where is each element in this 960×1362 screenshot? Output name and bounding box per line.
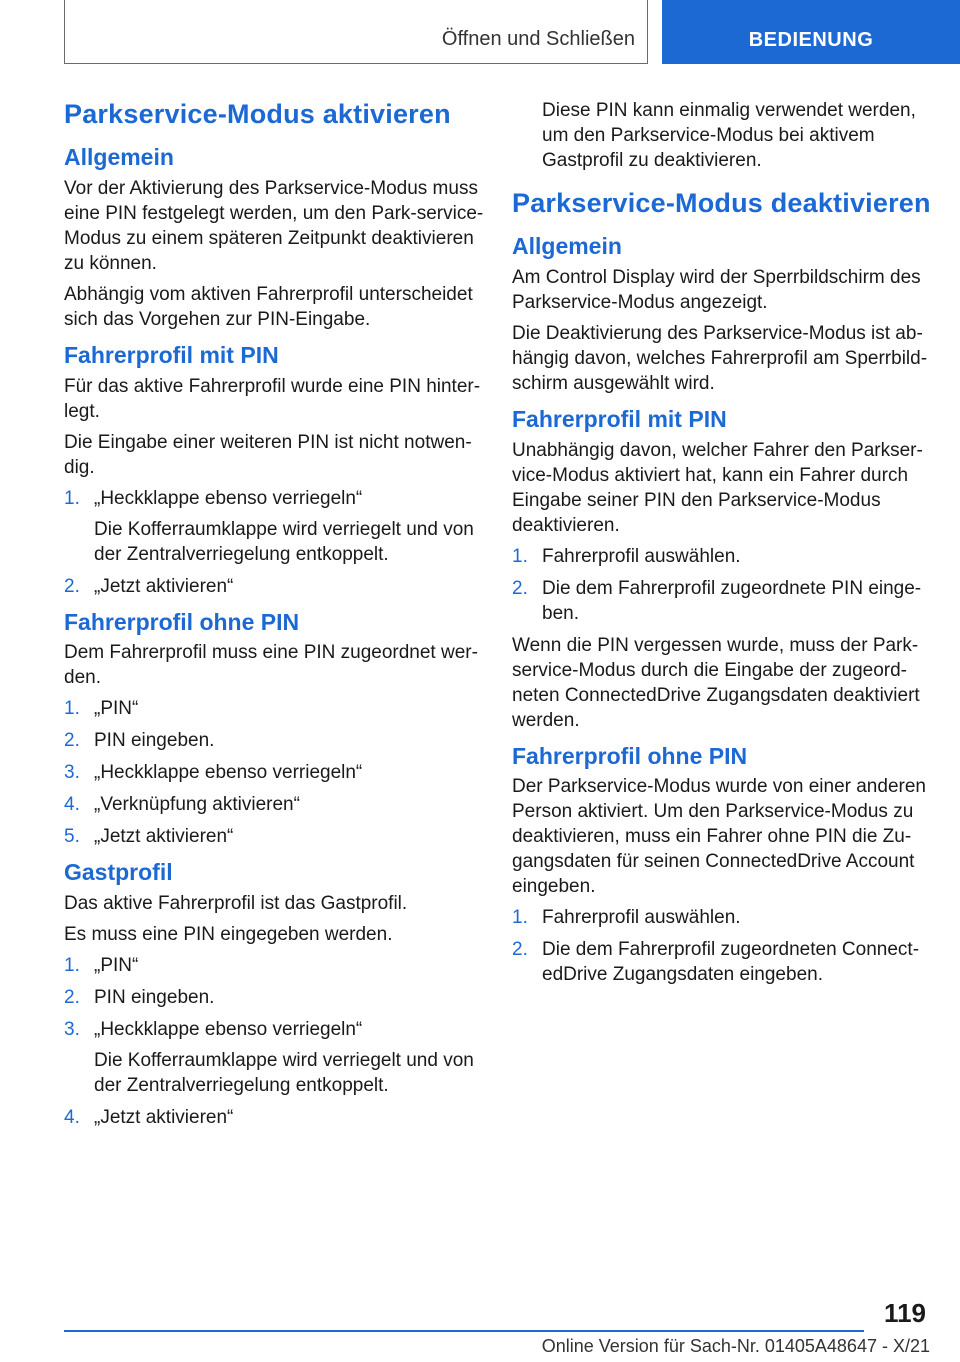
step-result: Die Kofferraumklappe wird verriegelt und von der Zentralverriegelung entkoppelt. (94, 1049, 474, 1096)
step-number: 5. (64, 826, 80, 848)
right-column (512, 98, 932, 994)
step-text: PIN eingeben. (94, 730, 215, 752)
list-item (512, 937, 932, 987)
heading-allgemein-deactivate: Allgemein (512, 233, 622, 260)
left-column (64, 98, 484, 1137)
step-text: Die dem Fahrerprofil zugeordneten Connect-edDrive Zugangsdaten eingeben. (542, 939, 920, 986)
list-item (64, 824, 484, 849)
step-text: „Verknüpfung aktivieren“ (94, 794, 300, 816)
step-number: 2. (512, 939, 528, 961)
step-result: Die Kofferraumklappe wird verriegelt und von der Zentralverriegelung entkoppelt. (94, 518, 474, 565)
footer-divider (64, 1330, 864, 1332)
step-number: 1. (512, 907, 528, 929)
list-item (64, 760, 484, 785)
step-number: 4. (64, 794, 80, 816)
list-item (64, 486, 484, 567)
step-number: 1. (64, 487, 80, 509)
paragraph: Der Parkservice-Modus wurde von einer anderen Person aktiviert. Um den Parkservice-Modus zu deaktivieren, muss ein Fahrer ohne PIN die Zu-gangsdaten für seinen ConnectedDrive Account eingeben. (512, 776, 926, 898)
step-text: „Heckklappe ebenso verriegeln“ (94, 1018, 363, 1040)
paragraph: Es muss eine PIN eingegeben werden. (64, 923, 393, 945)
step-number: 3. (64, 1018, 80, 1040)
step-number: 1. (512, 545, 528, 567)
list-item (64, 953, 484, 978)
step-text: „Jetzt aktivieren“ (94, 575, 234, 597)
paragraph: Unabhängig davon, welcher Fahrer den Parkser-vice-Modus aktiviert hat, kann ein Fahrer durch Eingabe seiner PIN den Parkservice-Modus deaktivieren. (512, 439, 923, 536)
chapter-title: Öffnen und Schließen (441, 28, 635, 50)
list-item (64, 728, 484, 753)
step-text: „PIN“ (94, 698, 139, 720)
list-item (64, 1017, 484, 1098)
step-text: Fahrerprofil auswählen. (542, 907, 741, 929)
heading-mit-pin-deactivate: Fahrerprofil mit PIN (512, 405, 727, 432)
step-number: 4. (64, 1106, 80, 1128)
heading-allgemein-activate: Allgemein (64, 144, 174, 171)
steps-mit-pin-deactivate (512, 544, 932, 626)
list-item (64, 985, 484, 1010)
chapter-tab (64, 0, 648, 64)
step-text: „Jetzt aktivieren“ (94, 1106, 234, 1128)
step-number: 1. (64, 698, 80, 720)
steps-gastprofil (64, 953, 484, 1130)
list-item (64, 1105, 484, 1130)
step-number: 1. (64, 954, 80, 976)
list-item (64, 792, 484, 817)
paragraph: Am Control Display wird der Sperrbildschirm des Parkservice-Modus angezeigt. (512, 266, 921, 313)
heading-ohne-pin-deactivate: Fahrerprofil ohne PIN (512, 742, 748, 769)
heading-mit-pin-activate: Fahrerprofil mit PIN (64, 341, 279, 368)
heading-gastprofil: Gastprofil (64, 859, 173, 886)
paragraph: Abhängig vom aktiven Fahrerprofil unterscheidet sich das Vorgehen zur PIN-Eingabe. (64, 283, 473, 330)
steps-mit-pin-activate (64, 486, 484, 599)
list-item (64, 696, 484, 721)
step-text: Fahrerprofil auswählen. (542, 545, 741, 567)
paragraph: Das aktive Fahrerprofil ist das Gastprofil. (64, 892, 408, 914)
continued-paragraph: Diese PIN kann einmalig verwendet werden, um den Parkservice-Modus bei aktivem Gastprofil zu deaktivieren. (542, 100, 916, 171)
heading-ohne-pin-activate: Fahrerprofil ohne PIN (64, 608, 300, 635)
heading-activate: Parkservice-Modus aktivieren (64, 99, 451, 129)
paragraph: Dem Fahrerprofil muss eine PIN zugeordnet wer-den. (64, 642, 478, 689)
step-text: Die dem Fahrerprofil zugeordnete PIN einge-ben. (542, 577, 922, 624)
paragraph: Die Deaktivierung des Parkservice-Modus ist ab-hängig davon, welches Fahrerprofil am Sperrbild-schirm ausgewählt wird. (512, 322, 928, 394)
step-number: 2. (64, 986, 80, 1008)
paragraph: Wenn die PIN vergessen wurde, muss der Park-service-Modus durch die Eingabe der zugeord-neten ConnectedDrive Zugangsdaten deaktiviert werden. (512, 634, 920, 731)
step-text: „Heckklappe ebenso verriegeln“ (94, 762, 363, 784)
paragraph: Vor der Aktivierung des Parkservice-Modus muss eine PIN festgelegt werden, um den Park-service-Modus zu einem späteren Zeitpunkt deaktivieren zu können. (64, 177, 484, 274)
paragraph: Für das aktive Fahrerprofil wurde eine PIN hinter-legt. (64, 375, 481, 422)
step-number: 2. (512, 577, 528, 599)
step-text: „PIN“ (94, 954, 139, 976)
step-text: „Jetzt aktivieren“ (94, 826, 234, 848)
page-header (0, 0, 960, 66)
list-item (64, 574, 484, 599)
footer-version-text: Online Version für Sach-Nr. 01405A48647 - X/21 (541, 1336, 930, 1356)
list-item (512, 544, 932, 569)
paragraph: Die Eingabe einer weiteren PIN ist nicht notwen-dig. (64, 431, 472, 478)
step-text: „Heckklappe ebenso verriegeln“ (94, 487, 363, 509)
page-number: 119 (884, 1298, 926, 1328)
list-item (512, 905, 932, 930)
heading-deactivate: Parkservice-Modus deaktivieren (512, 188, 931, 218)
list-item (512, 576, 932, 626)
steps-ohne-pin-deactivate (512, 905, 932, 987)
step-text: PIN eingeben. (94, 986, 215, 1008)
section-tab (662, 0, 960, 64)
step-number: 2. (64, 575, 80, 597)
section-title: BEDIENUNG (748, 29, 874, 51)
step-number: 2. (64, 730, 80, 752)
steps-ohne-pin-activate (64, 696, 484, 849)
step-number: 3. (64, 762, 80, 784)
